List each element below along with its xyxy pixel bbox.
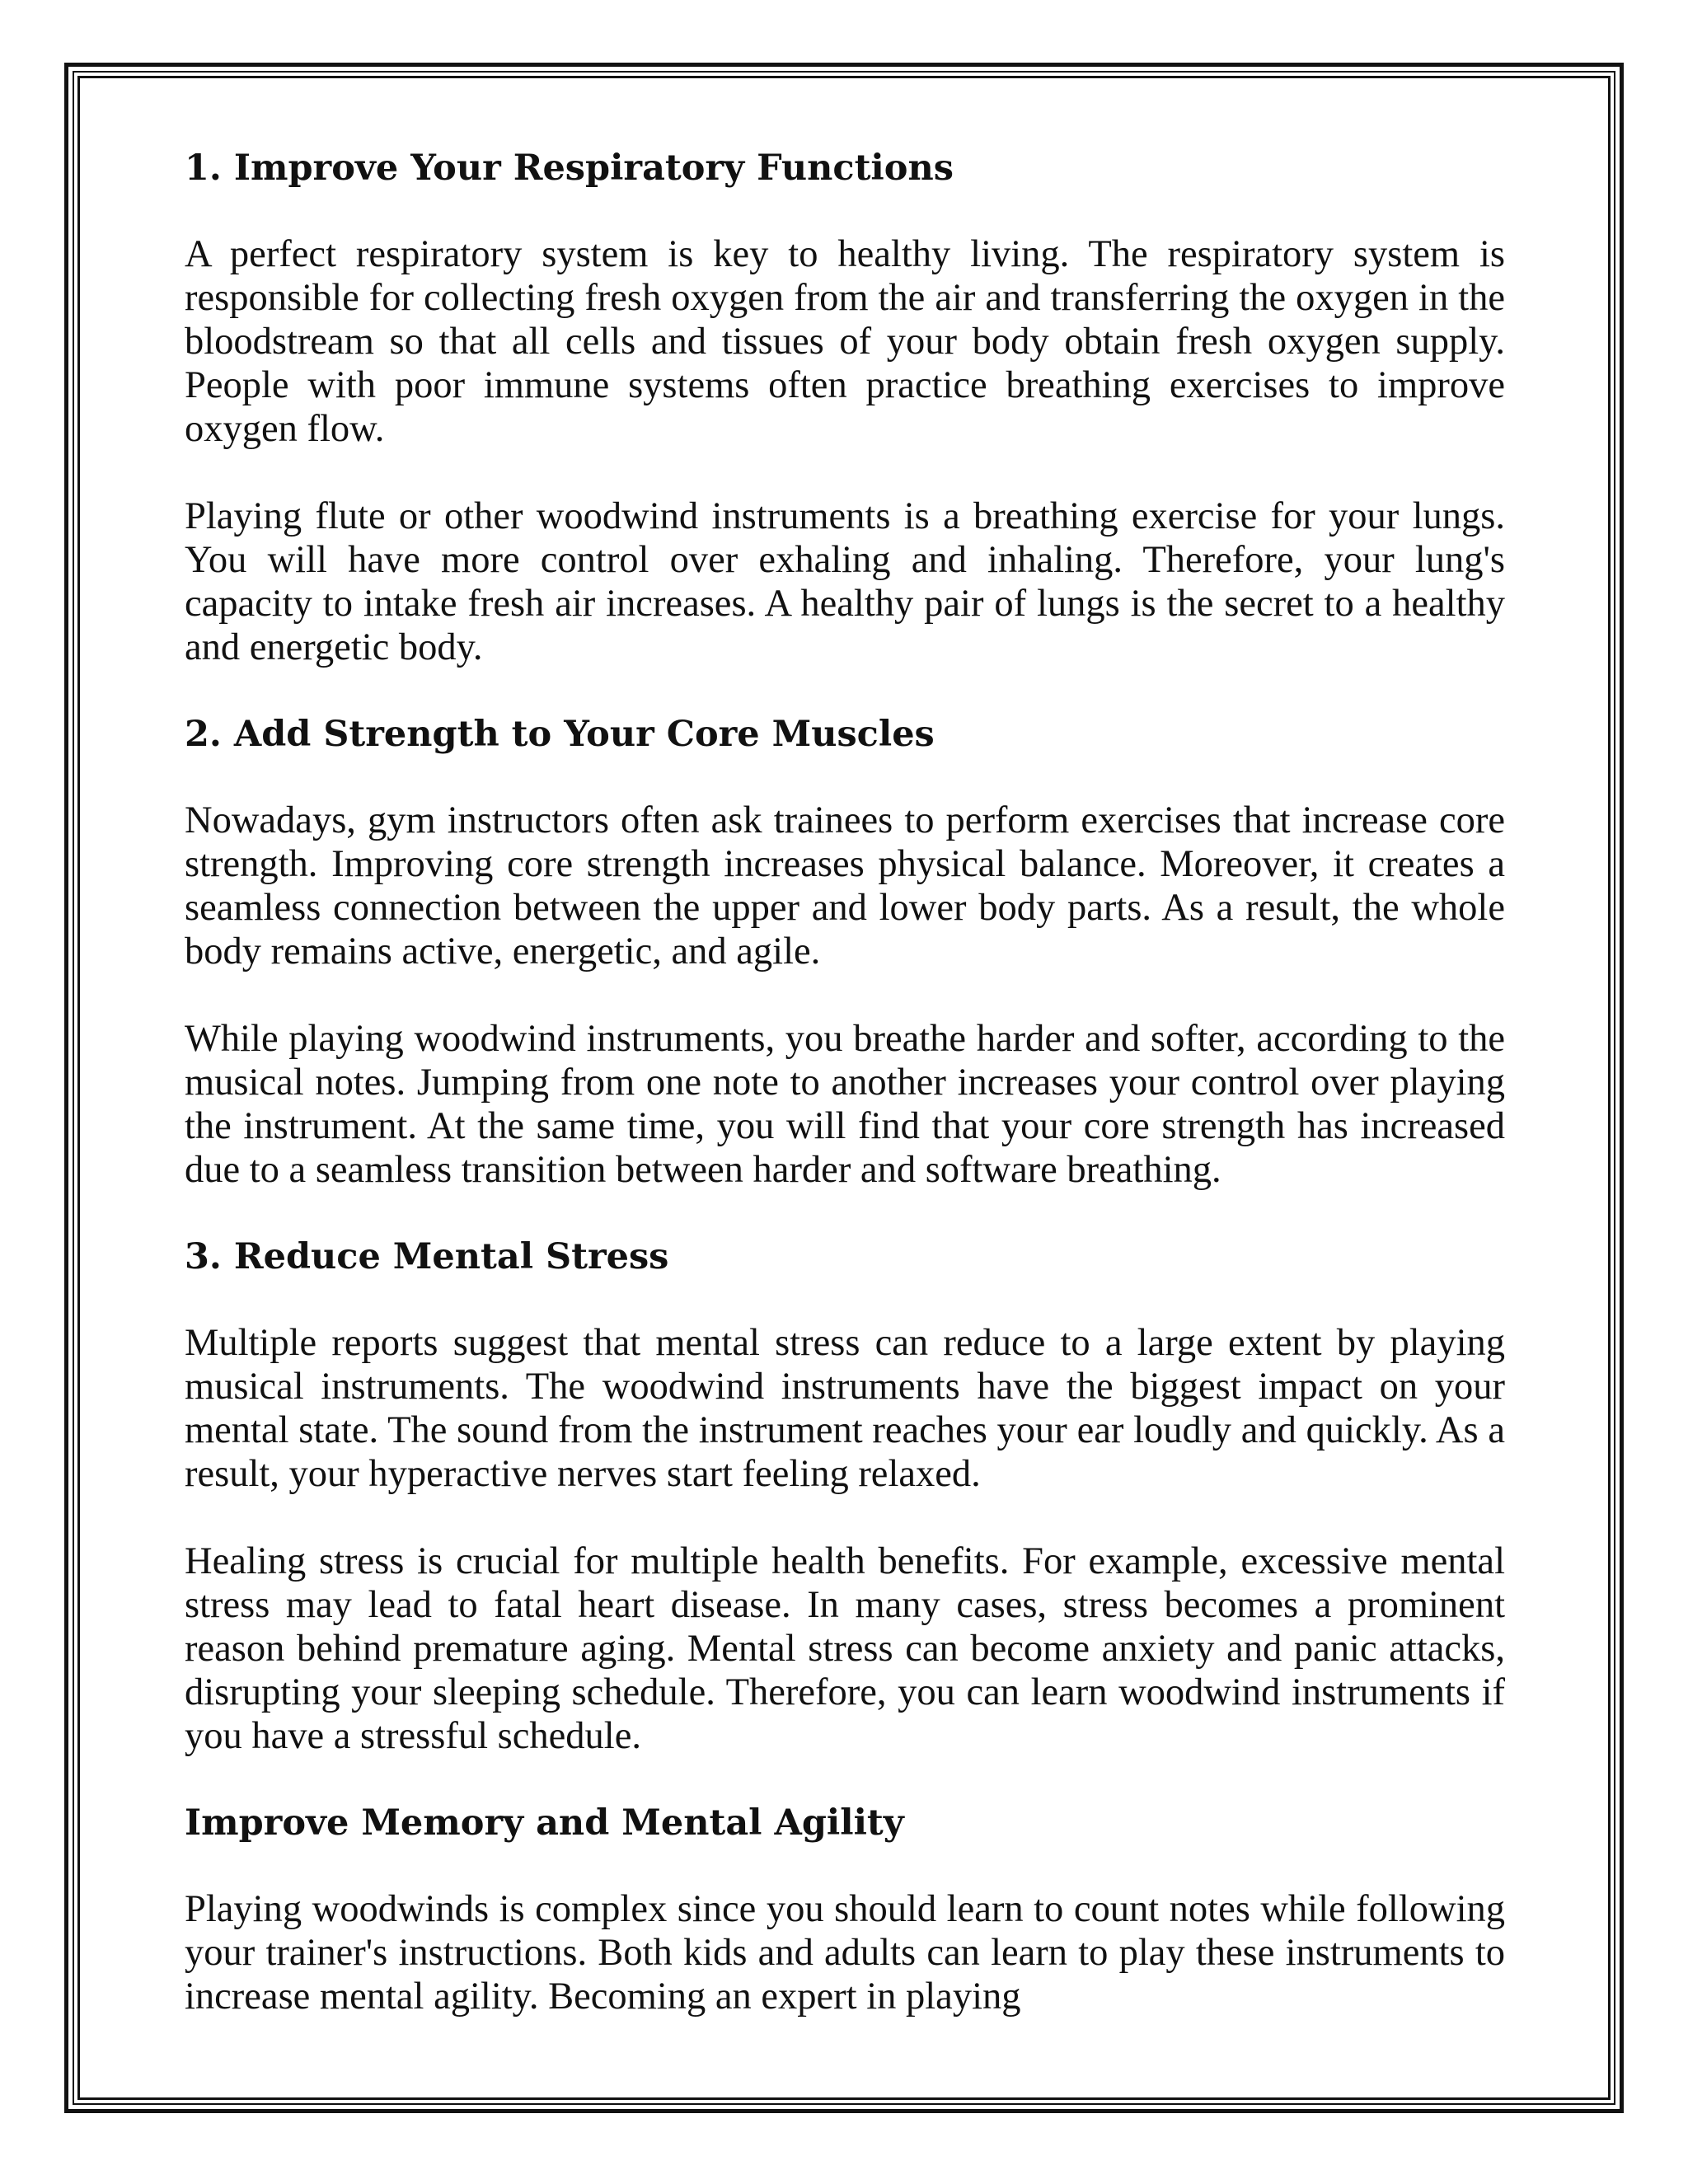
section-heading: 3. Reduce Mental Stress	[185, 1236, 669, 1277]
paragraph: Healing stress is crucial for multiple health benefits. For example, excessive mental stress may lead to fatal heart disease. In many cases, stress becomes a prominent reason behind premature aging. Mental stress can become anxiety and panic attacks, disrupting your sleeping schedule. Therefore, you can learn woodwind instruments if you have a stressful schedule.	[185, 1540, 1505, 1757]
section-core-muscles	[185, 713, 1505, 1192]
section-heading: 2. Add Strength to Your Core Muscles	[185, 714, 935, 755]
paragraph: Nowadays, gym instructors often ask trainees to perform exercises that increase core strength. Improving core strength increases physical balance. Moreover, it creates a seamless connection between the upper and lower body parts. As a result, the whole body remains active, energetic, and agile.	[185, 799, 1505, 972]
section-respiratory	[185, 147, 1505, 669]
section-mental-stress	[185, 1235, 1505, 1758]
paragraph: Multiple reports suggest that mental stress can reduce to a large extent by playing musical instruments. The woodwind instruments have the biggest impact on your mental state. The sound from the instrument reaches your ear loudly and quickly. As a result, your hyperactive nerves start feeling relaxed.	[185, 1322, 1505, 1495]
section-heading: Improve Memory and Mental Agility	[185, 1802, 904, 1844]
paragraph: While playing woodwind instruments, you breathe harder and softer, according to the musical notes. Jumping from one note to another increases your control over playing the instrument. At the same time, you will find that your core strength has increased due to a seamless transition between harder and software breathing.	[185, 1018, 1505, 1191]
paragraph: Playing flute or other woodwind instruments is a breathing exercise for your lungs. You will have more control over exhaling and inhaling. Therefore, your lung's capacity to intake fresh air increases. A healthy pair of lungs is the secret to a healthy and energetic body.	[185, 495, 1505, 668]
section-heading: 1. Improve Your Respiratory Functions	[185, 148, 954, 189]
section-memory-agility	[185, 1802, 1505, 2018]
paragraph: A perfect respiratory system is key to healthy living. The respiratory system is responsible for collecting fresh oxygen from the air and transferring the oxygen in the bloodstream so that all cells and tissues of your body obtain fresh oxygen supply. People with poor immune systems often practice breathing exercises to improve oxygen flow.	[185, 233, 1505, 450]
paragraph: Playing woodwinds is complex since you should learn to count notes while following your trainer's instructions. Both kids and adults can learn to play these instruments to increase mental agility. Becoming an expert in playing	[185, 1888, 1505, 2018]
document-body	[185, 147, 1505, 2062]
